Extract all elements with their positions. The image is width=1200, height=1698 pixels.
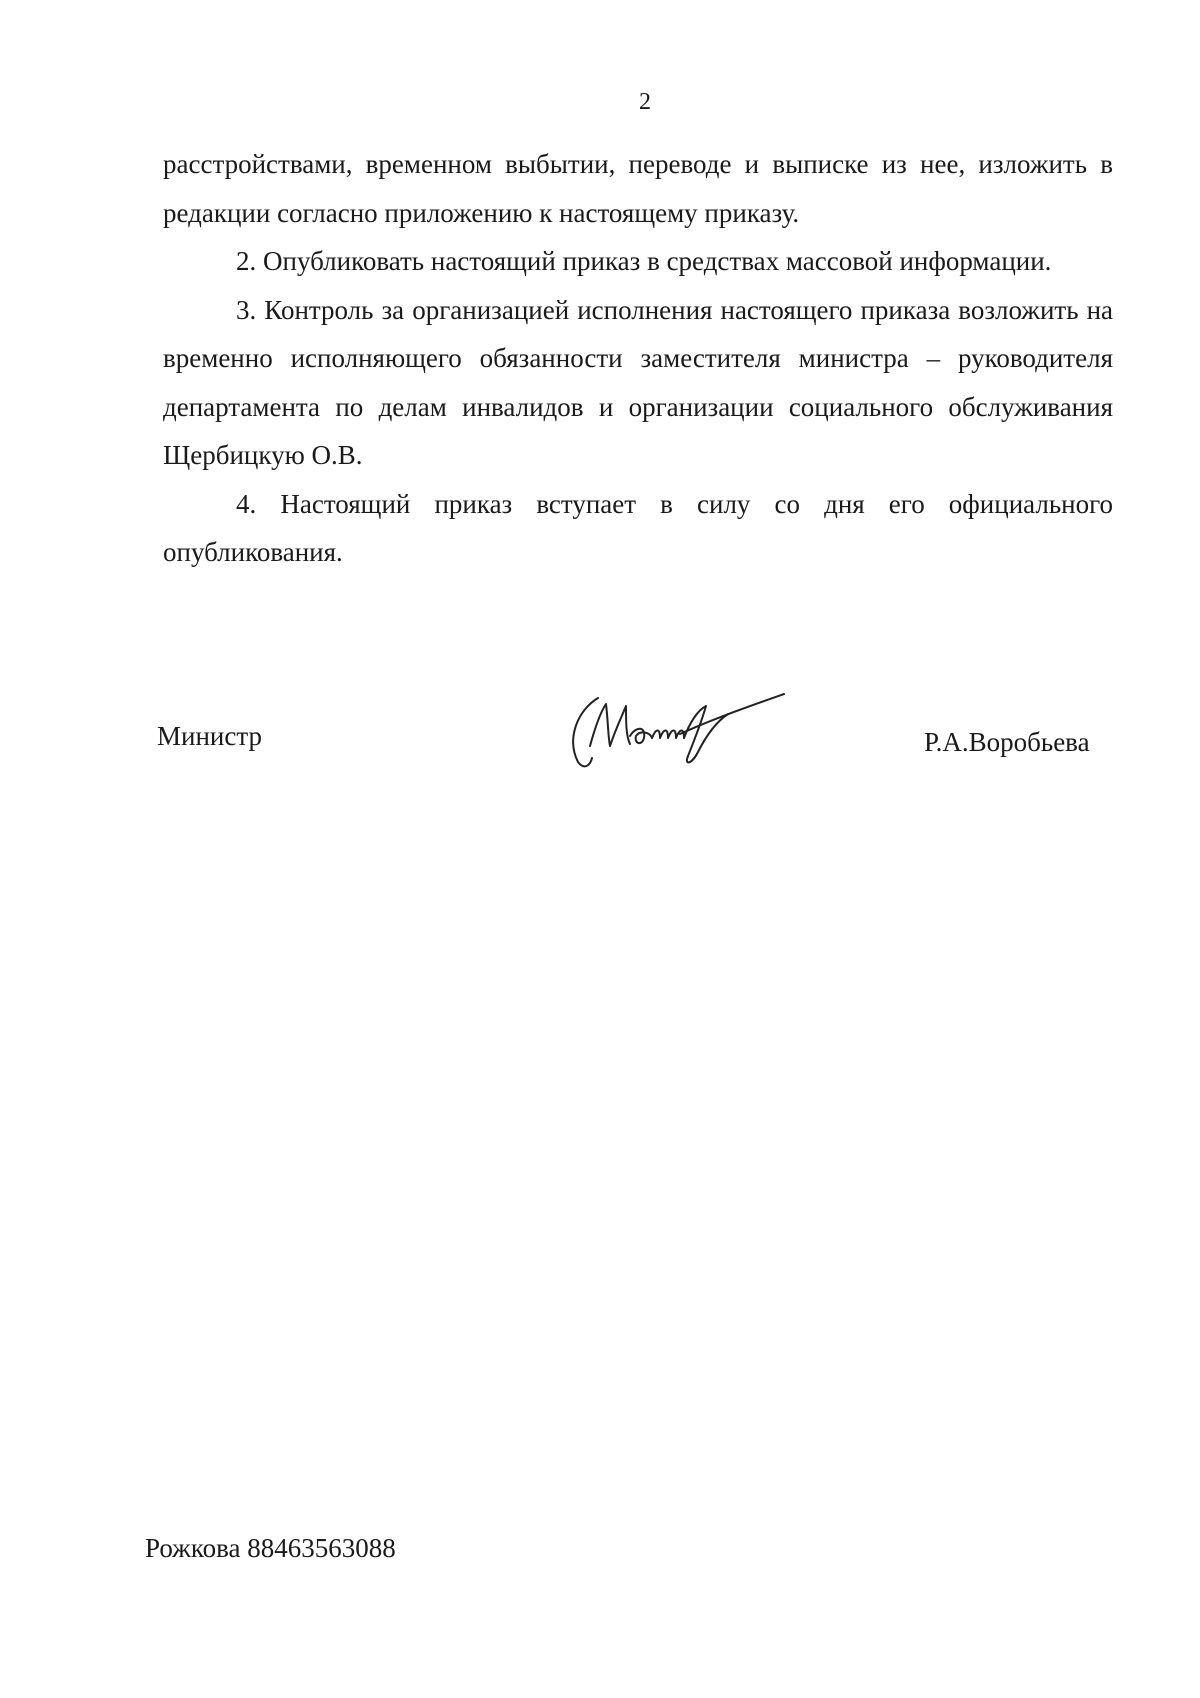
page-number: 2 [639,89,651,115]
paragraph-item-2: 2. Опубликовать настоящий приказ в средствах массовой информации. [236,246,1052,276]
signer-name: Р.А.Воробьева [924,727,1090,757]
handwritten-signature [560,676,790,772]
executor-contact: Рожкова 88463563088 [145,1533,396,1563]
signer-position: Министр [157,721,262,751]
paragraph-item-3: 3. Контроль за организацией исполнения настоящего приказа возложить на временно исполняющего обязанности заместителя министра – руководителя департамента по делам инвалидов и организации социального обслуживания Щербицкую О.В. [163,294,1113,470]
paragraph-continuation: расстройствами, временном выбытии, переводе и выписке из нее, изложить в редакции согласно приложению к настоящему приказу. [163,149,1113,228]
paragraph-item-4: 4. Настоящий приказ вступает в силу со дня его официального опубликования. [163,488,1113,567]
document-body [163,140,1113,577]
